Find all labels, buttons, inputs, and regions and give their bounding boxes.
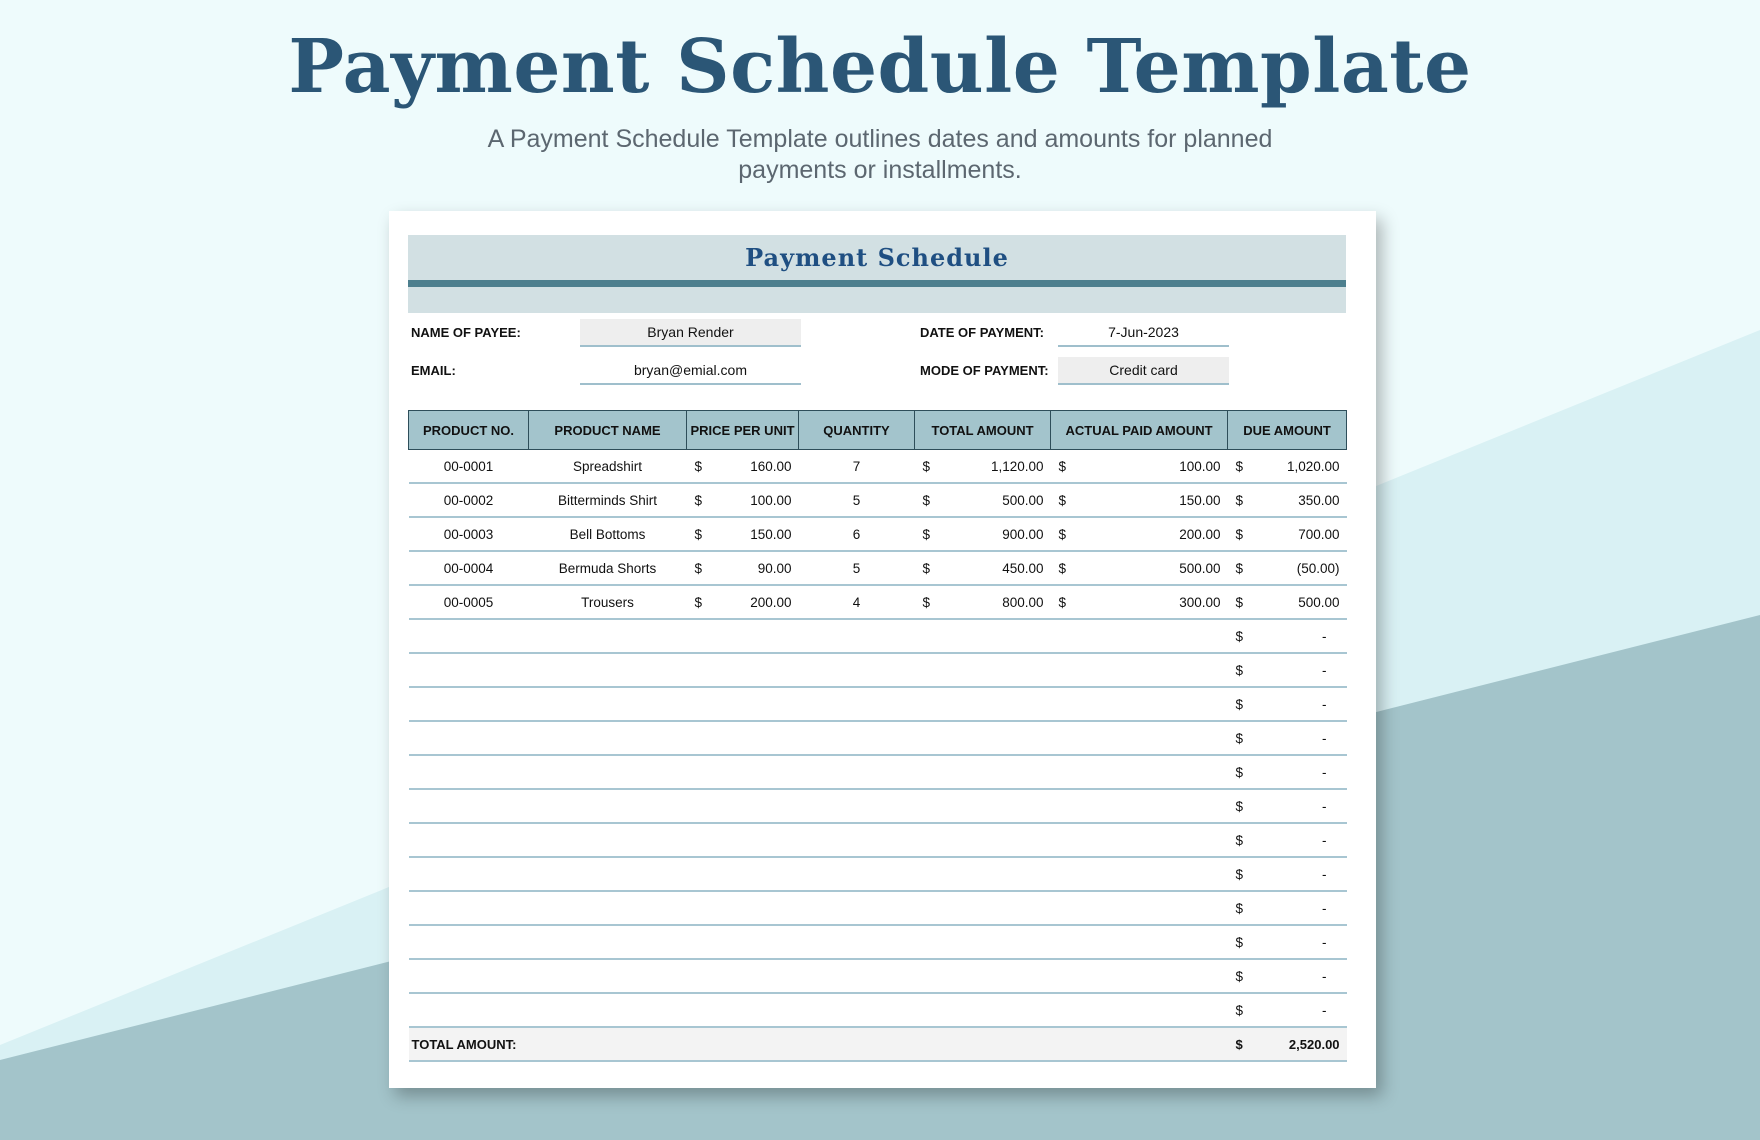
empty-cell[interactable] xyxy=(409,925,1228,959)
mode-of-payment-label: MODE OF PAYMENT: xyxy=(920,363,1049,378)
due-cell[interactable]: 700.00 xyxy=(1254,517,1347,551)
due-cell[interactable]: - xyxy=(1254,653,1347,687)
currency-symbol: $ xyxy=(1228,891,1254,925)
payee-field[interactable]: Bryan Render xyxy=(580,319,801,347)
page-title: Payment Schedule Template xyxy=(288,24,1472,110)
currency-symbol: $ xyxy=(1228,483,1254,517)
product-name-cell[interactable]: Trousers xyxy=(529,585,687,619)
empty-table-row xyxy=(409,687,1347,721)
paid-cell[interactable]: 150.00 xyxy=(1077,483,1228,517)
empty-cell[interactable] xyxy=(409,959,1228,993)
total-row xyxy=(409,1027,1347,1061)
due-cell[interactable]: 500.00 xyxy=(1254,585,1347,619)
empty-table-row xyxy=(409,653,1347,687)
table-row xyxy=(409,585,1347,619)
empty-table-row xyxy=(409,789,1347,823)
empty-cell[interactable] xyxy=(409,789,1228,823)
payment-table xyxy=(408,410,1347,1062)
currency-symbol: $ xyxy=(1228,653,1254,687)
product-no-cell[interactable]: 00-0001 xyxy=(409,450,529,484)
paid-cell[interactable]: 500.00 xyxy=(1077,551,1228,585)
price-cell[interactable]: 90.00 xyxy=(713,551,799,585)
col-header-total-amount: TOTAL AMOUNT xyxy=(915,411,1051,450)
total-cell[interactable]: 1,120.00 xyxy=(941,450,1051,484)
date-of-payment-label: DATE OF PAYMENT: xyxy=(920,325,1044,340)
due-cell[interactable]: - xyxy=(1254,687,1347,721)
currency-symbol: $ xyxy=(1228,619,1254,653)
sheet-banner xyxy=(408,235,1346,313)
table-row xyxy=(409,517,1347,551)
empty-table-row xyxy=(409,721,1347,755)
col-header-due-amount: DUE AMOUNT xyxy=(1228,411,1347,450)
product-no-cell[interactable]: 00-0003 xyxy=(409,517,529,551)
product-no-cell[interactable]: 00-0002 xyxy=(409,483,529,517)
due-cell[interactable]: - xyxy=(1254,789,1347,823)
total-amount-value: 2,520.00 xyxy=(1254,1027,1347,1061)
col-header-actual-paid-amount: ACTUAL PAID AMOUNT xyxy=(1051,411,1228,450)
due-cell[interactable]: - xyxy=(1254,619,1347,653)
col-header-quantity: QUANTITY xyxy=(799,411,915,450)
empty-cell[interactable] xyxy=(409,857,1228,891)
quantity-cell[interactable]: 5 xyxy=(799,483,915,517)
due-cell[interactable]: (50.00) xyxy=(1254,551,1347,585)
page-subtitle-line-2: payments or installments. xyxy=(738,156,1022,184)
payment-schedule-sheet xyxy=(389,211,1376,1088)
empty-table-row xyxy=(409,755,1347,789)
currency-symbol: $ xyxy=(687,483,713,517)
currency-symbol: $ xyxy=(1228,721,1254,755)
table-body xyxy=(409,450,1347,1062)
due-cell[interactable]: - xyxy=(1254,925,1347,959)
currency-symbol: $ xyxy=(915,483,941,517)
currency-symbol: $ xyxy=(687,450,713,484)
currency-symbol: $ xyxy=(1228,551,1254,585)
currency-symbol: $ xyxy=(1228,925,1254,959)
total-cell[interactable]: 900.00 xyxy=(941,517,1051,551)
empty-table-row xyxy=(409,959,1347,993)
quantity-cell[interactable]: 6 xyxy=(799,517,915,551)
quantity-cell[interactable]: 4 xyxy=(799,585,915,619)
col-header-product-name: PRODUCT NAME xyxy=(529,411,687,450)
empty-table-row xyxy=(409,925,1347,959)
banner-divider xyxy=(408,280,1346,287)
total-amount-label: TOTAL AMOUNT: xyxy=(409,1027,1228,1061)
due-cell[interactable]: 350.00 xyxy=(1254,483,1347,517)
email-field[interactable]: bryan@emial.com xyxy=(580,357,801,385)
payee-label: NAME OF PAYEE: xyxy=(411,325,521,340)
empty-table-row xyxy=(409,993,1347,1027)
date-of-payment-field[interactable]: 7-Jun-2023 xyxy=(1058,319,1229,347)
price-cell[interactable]: 150.00 xyxy=(713,517,799,551)
table-header-row xyxy=(409,411,1347,450)
currency-symbol: $ xyxy=(687,551,713,585)
currency-symbol: $ xyxy=(1228,517,1254,551)
empty-cell[interactable] xyxy=(409,993,1228,1027)
empty-table-row xyxy=(409,857,1347,891)
currency-symbol: $ xyxy=(1228,1027,1254,1061)
table-row xyxy=(409,551,1347,585)
page-subtitle xyxy=(480,124,1280,186)
table-row xyxy=(409,450,1347,484)
quantity-cell[interactable]: 5 xyxy=(799,551,915,585)
email-label: EMAIL: xyxy=(411,363,456,378)
product-name-cell[interactable]: Bermuda Shorts xyxy=(529,551,687,585)
total-cell[interactable]: 450.00 xyxy=(941,551,1051,585)
product-no-cell[interactable]: 00-0005 xyxy=(409,585,529,619)
paid-cell[interactable]: 300.00 xyxy=(1077,585,1228,619)
price-cell[interactable]: 160.00 xyxy=(713,450,799,484)
total-cell[interactable]: 800.00 xyxy=(941,585,1051,619)
quantity-cell[interactable]: 7 xyxy=(799,450,915,484)
currency-symbol: $ xyxy=(1051,450,1077,484)
empty-table-row xyxy=(409,619,1347,653)
empty-cell[interactable] xyxy=(409,823,1228,857)
currency-symbol: $ xyxy=(1051,585,1077,619)
currency-symbol: $ xyxy=(1228,789,1254,823)
currency-symbol: $ xyxy=(915,517,941,551)
currency-symbol: $ xyxy=(1228,585,1254,619)
product-name-cell[interactable]: Spreadshirt xyxy=(529,450,687,484)
empty-cell[interactable] xyxy=(409,687,1228,721)
currency-symbol: $ xyxy=(1228,755,1254,789)
sheet-title: Payment Schedule xyxy=(745,243,1009,272)
currency-symbol: $ xyxy=(1228,857,1254,891)
due-cell[interactable]: - xyxy=(1254,993,1347,1027)
total-cell[interactable]: 500.00 xyxy=(941,483,1051,517)
price-cell[interactable]: 100.00 xyxy=(713,483,799,517)
col-header-product-no: PRODUCT NO. xyxy=(409,411,529,450)
empty-cell[interactable] xyxy=(409,891,1228,925)
table-row xyxy=(409,483,1347,517)
currency-symbol: $ xyxy=(1051,551,1077,585)
col-header-price-per-unit: PRICE PER UNIT xyxy=(687,411,799,450)
empty-cell[interactable] xyxy=(409,653,1228,687)
price-cell[interactable]: 200.00 xyxy=(713,585,799,619)
product-no-cell[interactable]: 00-0004 xyxy=(409,551,529,585)
currency-symbol: $ xyxy=(915,585,941,619)
currency-symbol: $ xyxy=(687,585,713,619)
currency-symbol: $ xyxy=(1228,993,1254,1027)
currency-symbol: $ xyxy=(915,551,941,585)
currency-symbol: $ xyxy=(1228,823,1254,857)
currency-symbol: $ xyxy=(1051,517,1077,551)
currency-symbol: $ xyxy=(1228,450,1254,484)
due-cell[interactable]: - xyxy=(1254,857,1347,891)
product-name-cell[interactable]: Bitterminds Shirt xyxy=(529,483,687,517)
paid-cell[interactable]: 100.00 xyxy=(1077,450,1228,484)
due-cell[interactable]: 1,020.00 xyxy=(1254,450,1347,484)
due-cell[interactable]: - xyxy=(1254,891,1347,925)
due-cell[interactable]: - xyxy=(1254,959,1347,993)
currency-symbol: $ xyxy=(1228,687,1254,721)
empty-cell[interactable] xyxy=(409,755,1228,789)
mode-of-payment-field[interactable]: Credit card xyxy=(1058,357,1229,385)
empty-table-row xyxy=(409,823,1347,857)
empty-table-row xyxy=(409,891,1347,925)
currency-symbol: $ xyxy=(687,517,713,551)
currency-symbol: $ xyxy=(915,450,941,484)
due-cell[interactable]: - xyxy=(1254,755,1347,789)
currency-symbol: $ xyxy=(1228,959,1254,993)
due-cell[interactable]: - xyxy=(1254,823,1347,857)
due-cell[interactable]: - xyxy=(1254,721,1347,755)
paid-cell[interactable]: 200.00 xyxy=(1077,517,1228,551)
product-name-cell[interactable]: Bell Bottoms xyxy=(529,517,687,551)
empty-cell[interactable] xyxy=(409,721,1228,755)
currency-symbol: $ xyxy=(1051,483,1077,517)
empty-cell[interactable] xyxy=(409,619,1228,653)
page-subtitle-line-1: A Payment Schedule Template outlines dates and amounts for planned xyxy=(487,125,1273,153)
